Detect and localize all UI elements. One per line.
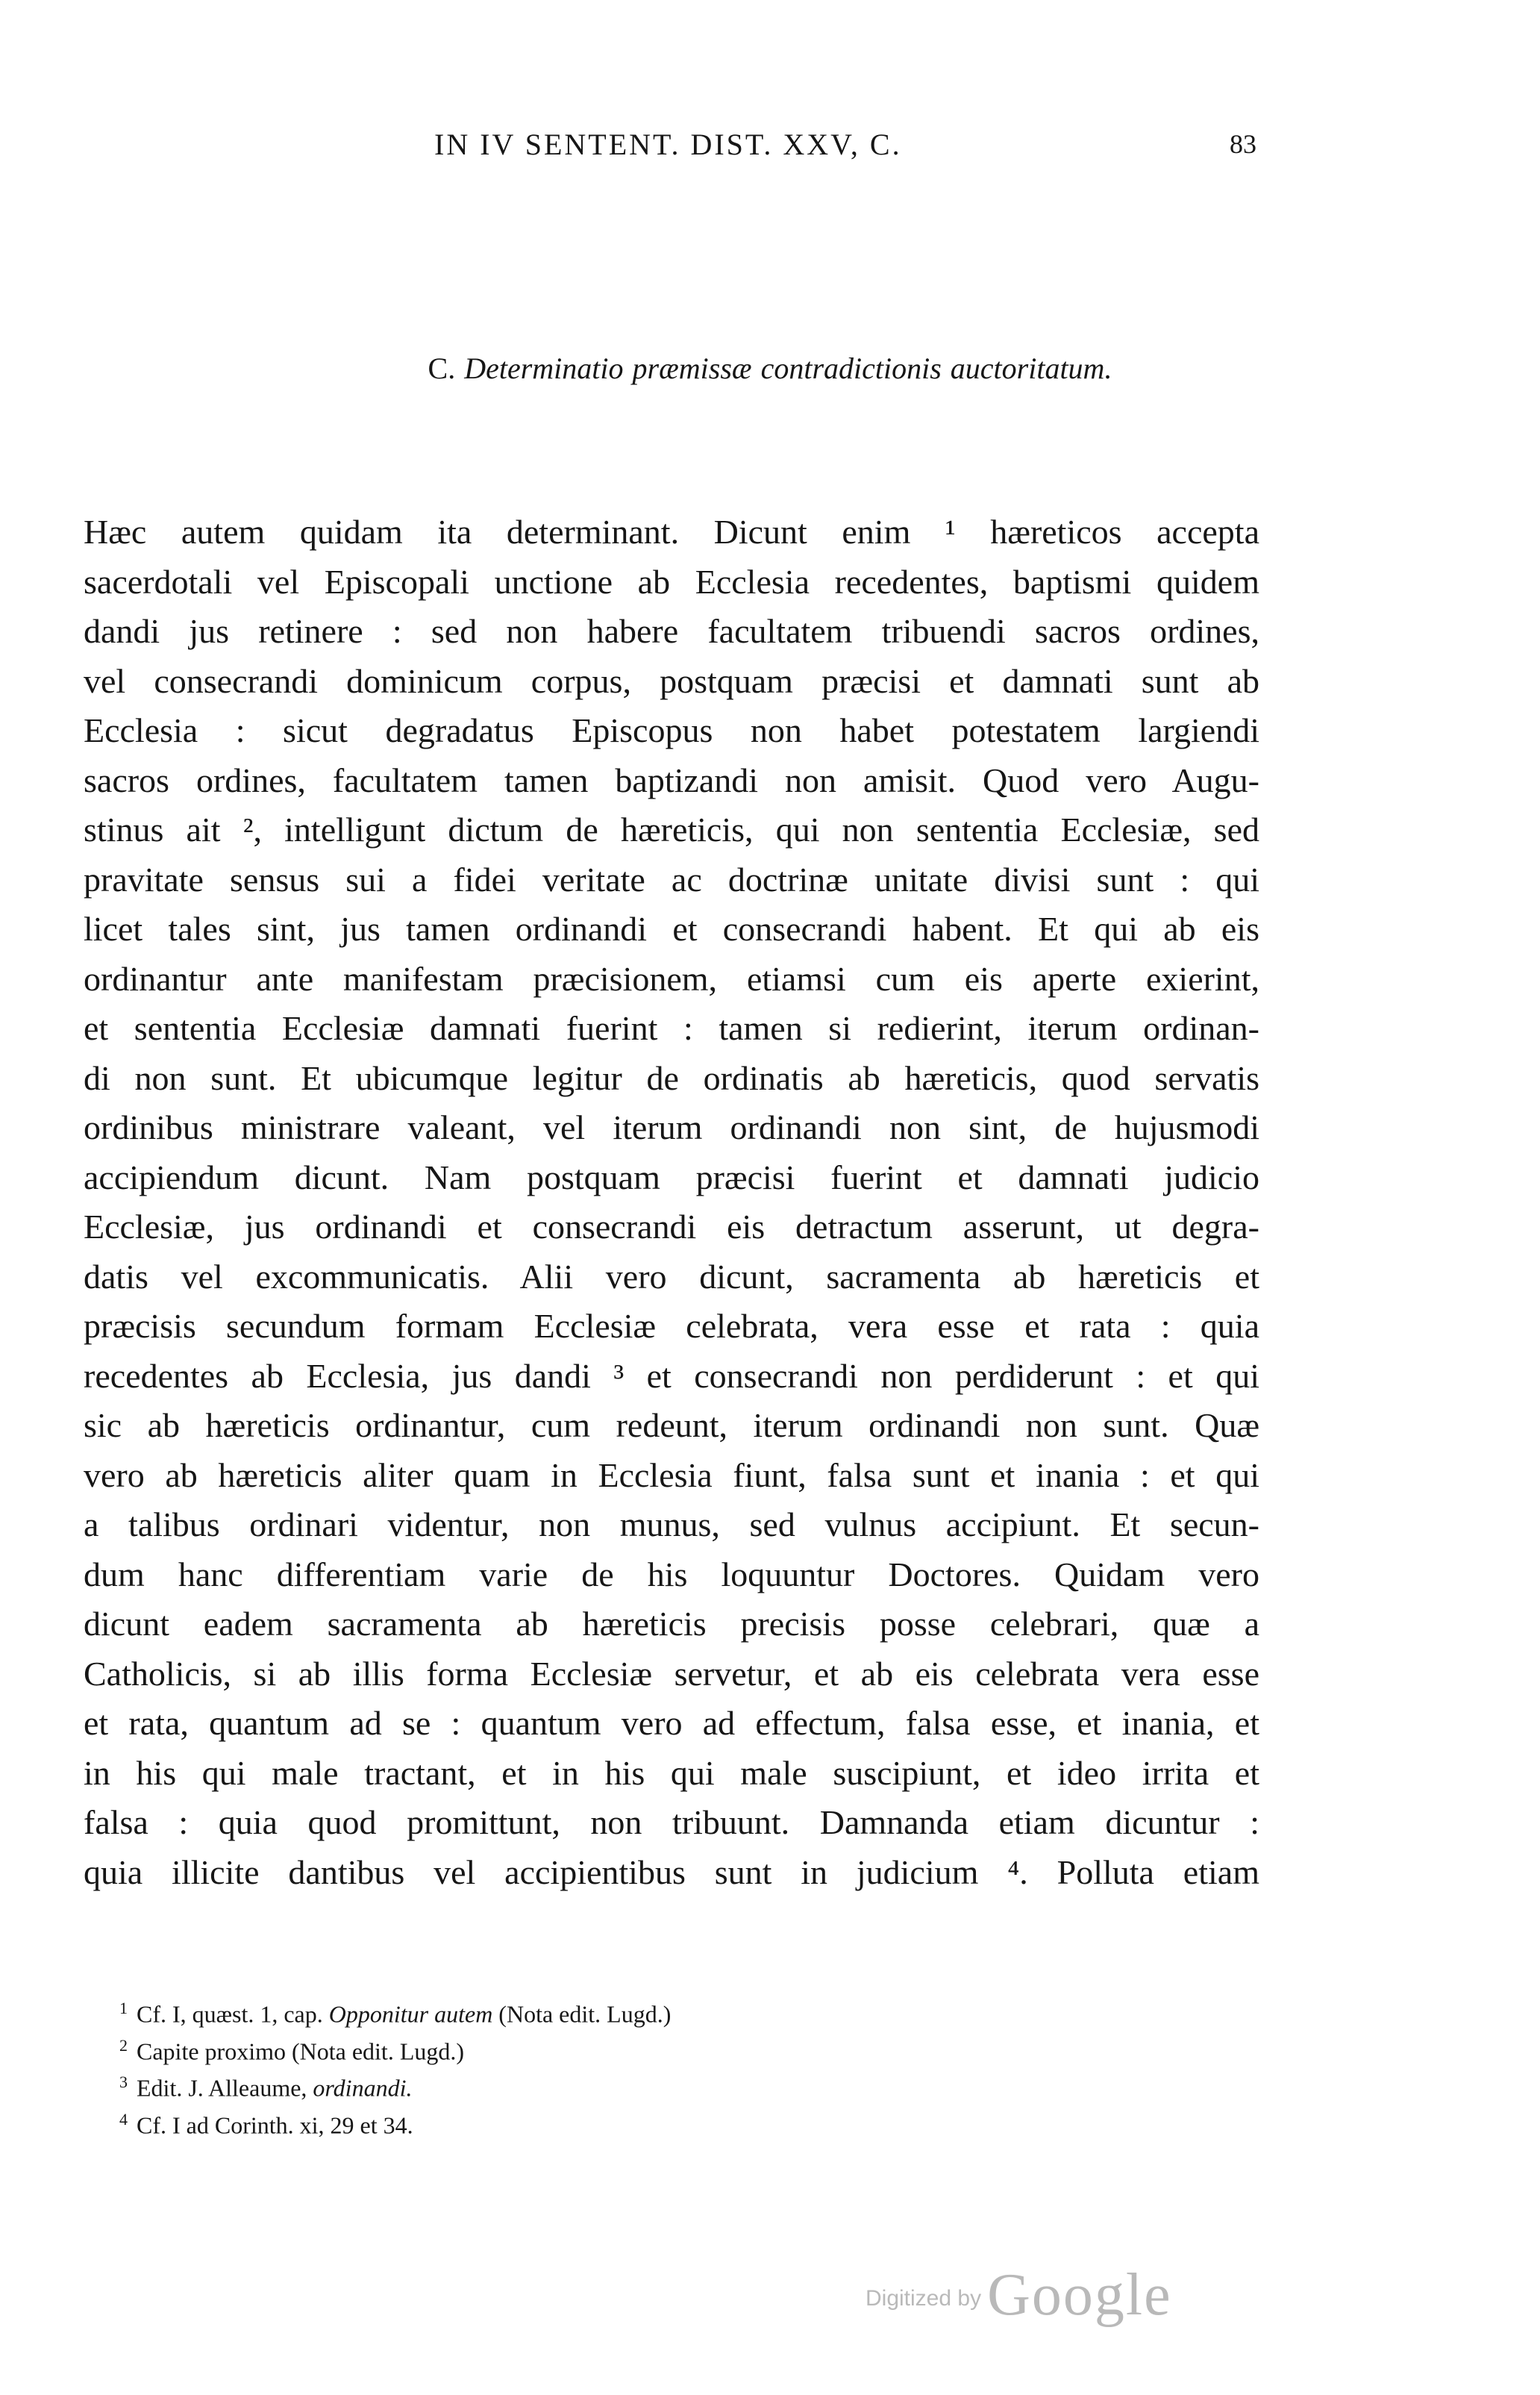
footnote — [119, 2104, 1089, 2141]
text-line: dicunt eadem sacramenta ab hæreticis precisis posse celebrari, quæ a — [84, 1605, 1259, 1643]
text-line: di non sunt. Et ubicumque legitur de ordinatis ab hæreticis, quod servatis — [84, 1058, 1259, 1097]
text-line: dandi jus retinere : sed non habere facultatem tribuendi sacros ordines, — [84, 612, 1259, 650]
footnote-text: Edit. J. Alleaume, — [137, 2074, 313, 2102]
running-head — [0, 127, 1540, 172]
footnote-text: Capite proximo (Nota edit. Lugd.) — [137, 2038, 465, 2065]
section-heading — [0, 351, 1540, 386]
text-line: falsa : quia quod promittunt, non tribuunt. Damnanda etiam dicuntur : — [84, 1803, 1259, 1841]
section-title: Determinatio præmissæ contradictionis auctoritatum. — [464, 352, 1112, 385]
text-line: et rata, quantum ad se : quantum vero ad effectum, falsa esse, et inania, et — [84, 1704, 1259, 1742]
text-line: a talibus ordinari videntur, non munus, sed vulnus accipiunt. Et secun- — [84, 1505, 1259, 1543]
footnote-text: Cf. I, quæst. 1, cap. — [137, 2000, 329, 2028]
google-logo: Google — [987, 2262, 1172, 2328]
footnote-mark: 3 — [119, 2073, 128, 2092]
text-line: dum hanc differentiam varie de his loquuntur Doctores. Quidam vero — [84, 1555, 1259, 1593]
footnotes — [119, 1993, 1089, 2141]
text-line: vero ab hæreticis aliter quam in Ecclesia fiunt, falsa sunt et inania : et qui — [84, 1455, 1259, 1494]
text-line: vel consecrandi dominicum corpus, postquam præcisi et damnati sunt ab — [84, 661, 1259, 700]
footnote — [119, 2030, 1089, 2067]
text-line: quia illicite dantibus vel accipientibus sunt in judicium ⁴. Polluta etiam — [84, 1852, 1259, 1891]
text-line: sacros ordines, facultatem tamen baptizandi non amisit. Quod vero Augu- — [84, 761, 1259, 799]
text-line: accipiendum dicunt. Nam postquam præcisi fuerint et damnati judicio — [84, 1158, 1259, 1196]
text-line: præcisis secundum formam Ecclesiæ celebrata, vera esse et rata : quia — [84, 1307, 1259, 1345]
footnote-mark: 1 — [119, 1999, 128, 2017]
digitized-by-watermark — [866, 2261, 1172, 2329]
footnote-mark: 4 — [119, 2109, 128, 2129]
footnote-mark: 2 — [119, 2035, 128, 2055]
text-line: ordinibus ministrare valeant, vel iterum ordinandi non sint, de hujusmodi — [84, 1108, 1259, 1146]
section-letter: C. — [428, 352, 456, 385]
text-line: stinus ait ², intelligunt dictum de hæreticis, qui non sententia Ecclesiæ, sed — [84, 811, 1259, 849]
text-line: Hæc autem quidam ita determinant. Dicunt enim ¹ hæreticos accepta — [84, 513, 1259, 551]
footnote-text: Cf. I ad Corinth. xi, 29 et 34. — [137, 2111, 413, 2139]
text-line: Ecclesia : sicut degradatus Episcopus non habet potestatem largiendi — [84, 711, 1259, 749]
text-line: in his qui male tractant, et in his qui male suscipiunt, et ideo irrita et — [84, 1753, 1259, 1792]
footnote — [119, 1993, 1089, 2030]
text-line: pravitate sensus sui a fidei veritate ac doctrinæ unitate divisi sunt : qui — [84, 860, 1259, 899]
text-line: sacerdotali vel Episcopali unctione ab Ecclesia recedentes, baptismi quidem — [84, 562, 1259, 601]
text-line: licet tales sint, jus tamen ordinandi et consecrandi habent. Et qui ab eis — [84, 910, 1259, 948]
footnote — [119, 2067, 1089, 2104]
text-line: Ecclesiæ, jus ordinandi et consecrandi eis detractum asserunt, ut degra- — [84, 1208, 1259, 1246]
text-line: recedentes ab Ecclesia, jus dandi ³ et consecrandi non perdiderunt : et qui — [84, 1356, 1259, 1395]
text-line: et sententia Ecclesiæ damnati fuerint : tamen si redierint, iterum ordinan- — [84, 1009, 1259, 1047]
watermark-prefix: Digitized by — [866, 2286, 982, 2311]
page-number: 83 — [1230, 129, 1256, 159]
running-title: IN IV SENTENT. DIST. XXV, C. — [434, 128, 902, 161]
text-line: Catholicis, si ab illis forma Ecclesiæ servetur, et ab eis celebrata vera esse — [84, 1654, 1259, 1693]
footnote-text-end: (Nota edit. Lugd.) — [492, 2000, 672, 2028]
footnote-italic: Opponitur autem — [328, 2000, 493, 2028]
text-line: sic ab hæreticis ordinantur, cum redeunt, iterum ordinandi non sunt. Quæ — [84, 1406, 1259, 1444]
text-line: datis vel excommunicatis. Alii vero dicunt, sacramenta ab hæreticis et — [84, 1257, 1259, 1296]
text-line: ordinantur ante manifestam præcisionem, etiamsi cum eis aperte exierint, — [84, 959, 1259, 998]
body-text — [84, 508, 1259, 1897]
footnote-italic: ordinandi. — [313, 2074, 413, 2102]
